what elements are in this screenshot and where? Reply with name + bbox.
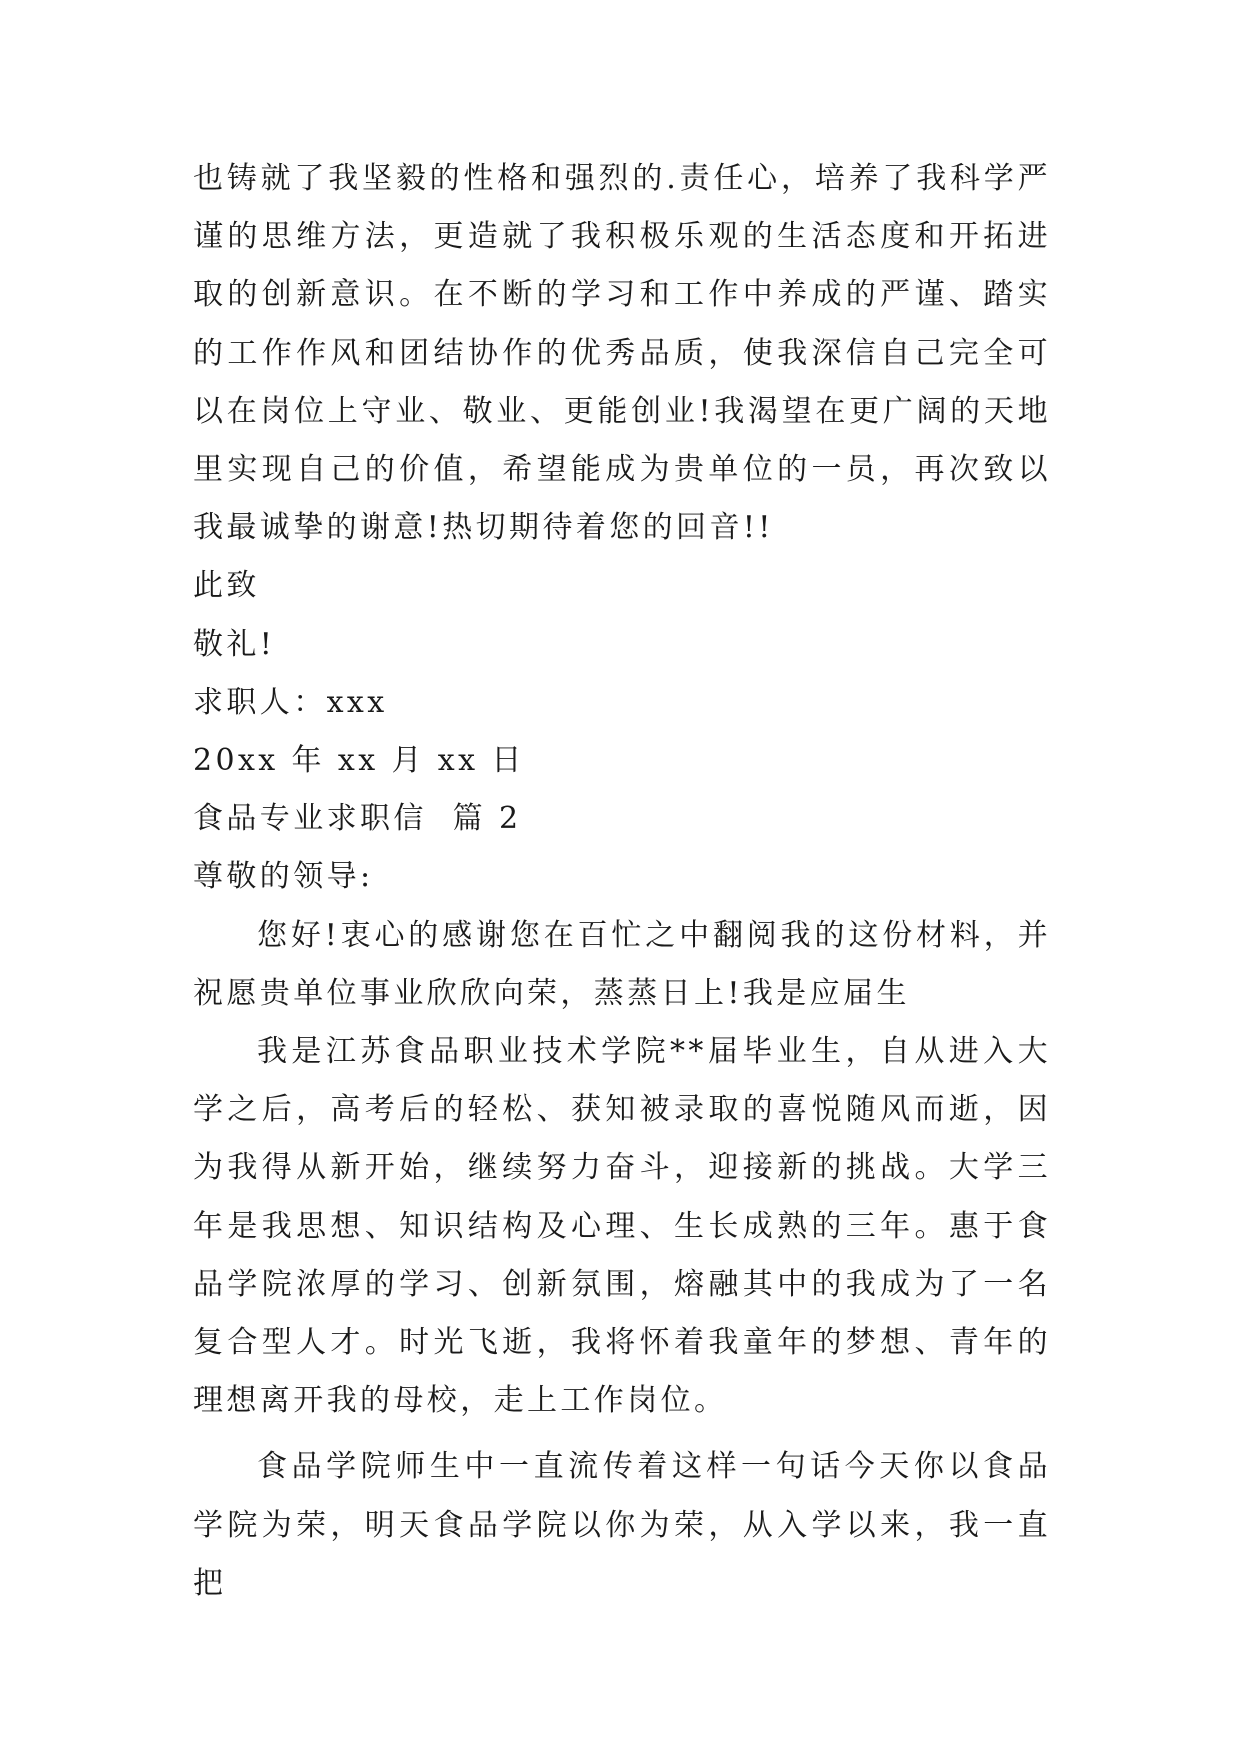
closing-line-1: 此致 [193,568,260,604]
body-paragraph-background: 我是江苏食品职业技术学院**届毕业生，自从进入大学之后，高考后的轻松、获知被录取的喜悦随风而逝，因为我得从新开始，继续努力奋斗，迎接新的挑战。大学三年是我思想、知识结构及心理、生长成熟的三年。惠于食品学院浓厚的学习、创新氛围，熔融其中的我成为了一名复合型人才。时光飞逝，我将怀着我童年的梦想、青年的理想离开我的母校，走上工作岗位。 [193,1034,1051,1419]
date-line: 20xx 年 xx 月 xx 日 [193,743,525,779]
section-title: 食品专业求职信 篇 2 [193,801,522,837]
body-paragraph-continued: 也铸就了我坚毅的性格和强烈的.责任心，培养了我科学严谨的思维方法，更造就了我积极乐观的生活态度和开拓进取的创新意识。在不断的学习和工作中养成的严谨、踏实的工作作风和团结协作的优秀品质，使我深信自己完全可以在岗位上守业、敬业、更能创业!我渴望在更广阔的天地里实现自己的价值，希望能成为贵单位的一员，再次致以我最诚挚的谢意!热切期待着您的回音!! [193,161,1051,546]
salutation: 尊敬的领导: [193,859,374,895]
signature-line: 求职人：xxx [193,684,388,720]
body-paragraph-greeting: 您好!衷心的感谢您在百忙之中翻阅我的这份材料，并祝愿贵单位事业欣欣向荣，蒸蒸日上!我是应届生 [193,917,1051,1011]
closing-line-2: 敬礼! [193,626,276,662]
body-paragraph-motto: 食品学院师生中一直流传着这样一句话今天你以食品学院为荣，明天食品学院以你为荣，从入学以来，我一直把 [193,1449,1051,1601]
